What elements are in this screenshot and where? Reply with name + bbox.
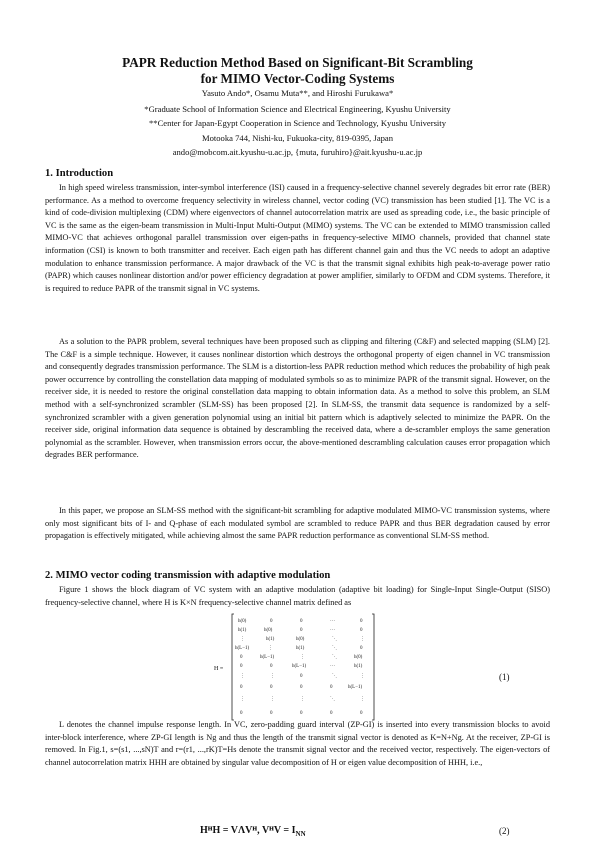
svg-text:h(0): h(0) [354, 655, 363, 660]
email: ando@mobcom.ait.kyushu-u.ac.jp, {muta, furuhiro}@ait.kyushu-u.ac.jp [172, 147, 423, 157]
paper-title-line2: for MIMO Vector-Coding Systems [200, 71, 395, 86]
svg-text:⋮: ⋮ [360, 697, 365, 702]
svg-text:h(0): h(0) [264, 628, 273, 633]
svg-text:h(0): h(0) [296, 637, 305, 642]
svg-text:⋱: ⋱ [330, 697, 335, 702]
svg-text:⋮: ⋮ [360, 674, 365, 679]
svg-text:0: 0 [270, 664, 273, 669]
svg-text:0: 0 [240, 711, 243, 716]
svg-text:0: 0 [270, 685, 273, 690]
svg-text:h(L−1): h(L−1) [260, 655, 275, 660]
equation-2 [200, 825, 306, 838]
equation-2-label: (2) [499, 826, 510, 836]
svg-text:⋱: ⋱ [332, 655, 337, 660]
affiliation-1: *Graduate School of Information Science and Electrical Engineering, Kyushu University [144, 104, 451, 114]
section-1-heading: 1. Introduction [45, 168, 114, 179]
svg-text:···: ··· [330, 628, 335, 633]
svg-text:0: 0 [270, 711, 273, 716]
svg-text:⋱: ⋱ [332, 646, 337, 651]
svg-text:⋮: ⋮ [270, 674, 275, 679]
svg-text:0: 0 [360, 628, 363, 633]
svg-text:h(L−1): h(L−1) [292, 664, 307, 669]
svg-text:0: 0 [300, 674, 303, 679]
authors: Yasuto Ando*, Osamu Muta**, and Hiroshi Furukawa* [201, 88, 394, 98]
svg-text:0: 0 [300, 711, 303, 716]
svg-text:⋮: ⋮ [360, 637, 365, 642]
svg-text:⋮: ⋮ [300, 655, 305, 660]
svg-text:⋮: ⋮ [268, 646, 273, 651]
svg-text:0: 0 [240, 664, 243, 669]
affiliation-2: **Center for Japan-Egypt Cooperation in Science and Technology, Kyushu University [148, 118, 446, 128]
svg-text:···: ··· [330, 664, 335, 669]
svg-text:0: 0 [300, 619, 303, 624]
svg-text:h(0): h(0) [238, 619, 247, 624]
paragraph-4: Figure 1 shows the block diagram of VC system with an adaptive modulation (adaptive bit loading) for Single-Input Single-Output (SISO) frequency-selective channel, where H is K×N frequency-selective channel matrix defined as [45, 585, 550, 607]
paper-title-line1: PAPR Reduction Method Based on Significant-Bit Scrambling [122, 55, 473, 70]
svg-text:0: 0 [360, 619, 363, 624]
paragraph-1: In high speed wireless transmission, inter-symbol interference (ISI) caused in a frequency-selective channel severely degrades bit error rate (BER) performance. As a method to overcome frequency selectivity in wireless channel, vector coding (VC) transmission has been studied [1]. The VC is a kind of code-division multiplexing (CDM) where eigenvectors of channel autocorrelation matrix are used as spreading code, i.e., the basic principle of VC is the same as the eigen-beam transmission in Multi-Input Multi-Output (MIMO) systems. The VC can be extended to MIMO transmission called MIMO-VC that achieves orthogonal parallel transmission over eigen-paths in frequency-selective MIMO channels, provided that channel state information (CSI) is known to both transmitter and receiver. Each eigen path has different channel gain and thus the VC needs to adopt an adaptive modulation to enhance transmission performance. A major drawback of the VC is that the transmit signal exhibits high peak-to-average power ratio (PAPR) which causes nonlinear distortion and/or power efficiency degradation at power amplifier, similarly to OFDM and CDM systems. Therefore, it is required to reduce PAPR of the transmit signal in VC systems. [45, 183, 550, 293]
equation-1-label: (1) [499, 672, 510, 682]
svg-text:0: 0 [270, 619, 273, 624]
svg-text:⋮: ⋮ [240, 697, 245, 702]
svg-text:⋮: ⋮ [240, 637, 245, 642]
equation-2-subscript: NN [295, 830, 306, 838]
svg-text:⋮: ⋮ [270, 697, 275, 702]
svg-text:h(L−1): h(L−1) [348, 685, 363, 690]
paragraph-3: In this paper, we propose an SLM-SS method with the significant-bit scrambling for adaptive modulated MIMO-VC transmission systems, where only most significant bits of I- and Q-phase of each modulated symbol are scrambled to reduce PAPR and thus BER degradation caused by error propagation is effectively mitigated, while achieving almost the same PAPR reduction performance as conventional SLM-SS method. [45, 506, 550, 541]
svg-text:0: 0 [300, 685, 303, 690]
svg-text:0: 0 [240, 685, 243, 690]
svg-text:h(1): h(1) [354, 664, 363, 669]
svg-text:0: 0 [360, 711, 363, 716]
svg-text:h(L−1): h(L−1) [235, 646, 250, 651]
channel-matrix-equation [212, 610, 382, 723]
svg-text:0: 0 [330, 685, 333, 690]
svg-text:⋱: ⋱ [332, 637, 337, 642]
svg-text:h(1): h(1) [266, 637, 275, 642]
svg-text:⋮: ⋮ [240, 674, 245, 679]
svg-text:0: 0 [330, 711, 333, 716]
paragraph-5: L denotes the channel impulse response length. In VC, zero-padding guard interval (ZP-GI) is inserted into every transmission blocks to avoid inter-block interference, where ZP-GI length is Ng and thus the length of the transmit signal vector is denoted as K=N+Ng. At the receiver, ZP-GI is removed. In Fig.1, s=(s1, ...,sN)T and r=(r1, ...,rK)T=Hs denote the transmit signal vector and the received vector, respectively. The eigen-vectors of channel autocorrelation matrix HHH are obtained by singular value decomposition of H or eigen value decomposition of HHH, i.e., [45, 720, 550, 767]
svg-text:0: 0 [300, 628, 303, 633]
svg-text:h(1): h(1) [238, 628, 247, 633]
address: Motooka 744, Nishi-ku, Fukuoka-city, 819-0395, Japan [201, 133, 394, 143]
svg-text:⋮: ⋮ [300, 697, 305, 702]
svg-text:h(1): h(1) [296, 646, 305, 651]
svg-text:···: ··· [330, 619, 335, 624]
matrix-lhs: H = [214, 666, 224, 672]
channel-matrix-figure [212, 610, 382, 723]
paragraph-2: As a solution to the PAPR problem, several techniques have been proposed such as clipping and filtering (C&F) and selected mapping (SLM) [2]. The C&F is a simple technique. However, it causes nonlinear distortion which destroys the orthogonal property of eigen channel in VC transmission and consequently degrades transmission performance. The SLM is a distortion-less PAPR reduction method which reduces the probability of high peak power occurrence by controlling the constellation data mapping of modulated symbols so as to minimize PAPR of the transmit signal. However, on the receiver side, it is needed to restore the original constellation data mapping to obtain information data. As a method to solve this problem, an SLM method with a self-synchronized scrambler (SLM-SS) has been proposed [2]. In SLM-SS, the transmit data sequence is randomized by a self-synchronized scrambler with a given generation polynomial using an initial bit pattern which is adaptively selected to minimize the PAPR. On the receiver side, original information data sequence is obtained by descrambling the received data, where a de-scrambler employs the same generation polynomial as the scrambler. However, when transmission errors occur, the above-mentioned descrambling calculation causes error propagation which degrades BER performance. [45, 337, 550, 460]
equation-2-body: HᴴH = VΛVᴴ, VᴴV = I [200, 825, 296, 836]
svg-text:0: 0 [240, 655, 243, 660]
section-2-heading: 2. MIMO vector coding transmission with adaptive modulation [45, 570, 331, 581]
svg-text:0: 0 [360, 646, 363, 651]
svg-text:⋱: ⋱ [332, 674, 337, 679]
